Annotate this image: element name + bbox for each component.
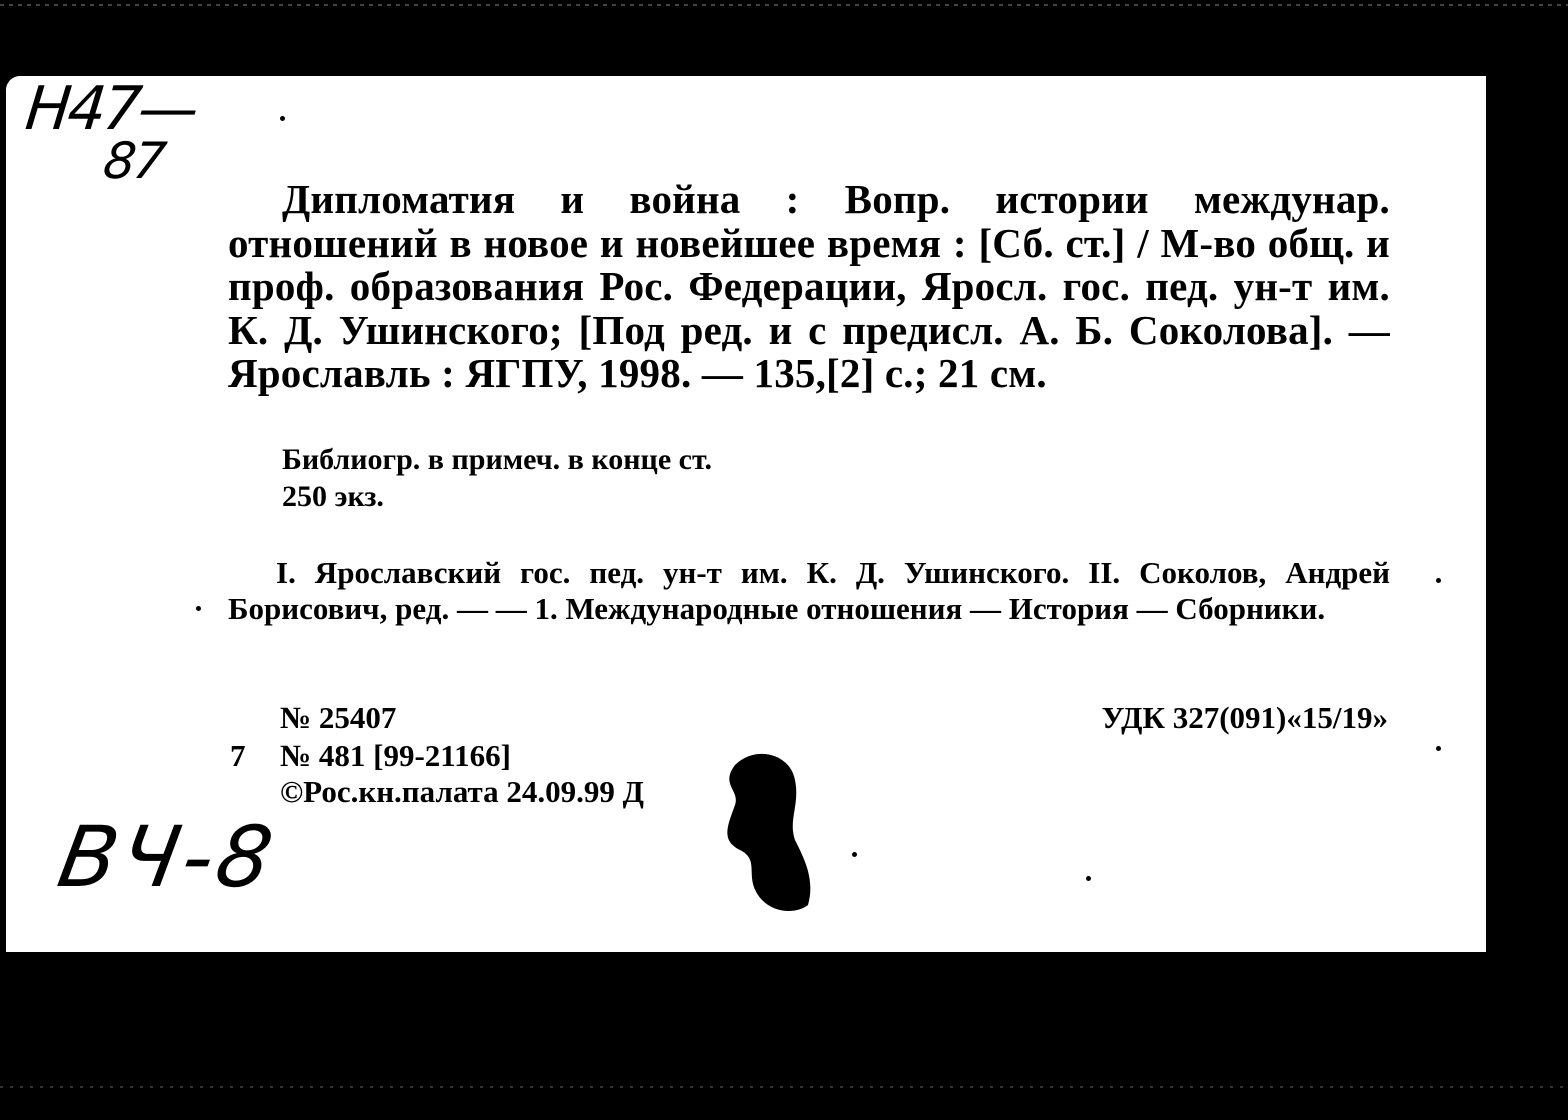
subject-headings: I. Ярославский гос. пед. ун-т им. К. Д. Ушинского. II. Соколов, Андрей Борисович, ред. — — 1. Международные отношения — История — Сборники. [228,555,1390,626]
handwritten-code-bottom: ВЧ-8 [51,808,284,906]
udk-classification: УДК 327(091)«15/19» [1101,700,1388,735]
record-prefix: 7 [230,738,246,773]
bibliographic-description: Дипломатия и война : Вопр. истории междунар. отношений в новое и новейшее время : [Сб. ст.] / М-во общ. и проф. образования Рос. Федерации, Яросл. гос. пед. ун-т им. К. Д. Ушинского; [Под ред. и с предисл. А. Б. Соколова]. — Ярославль : ЯГПУ, 1998. — 135,[2] с.; 21 см. [228,176,1390,396]
scan-border-bottom [0,1086,1568,1088]
copyright-line: ©Рос.кн.палата 24.09.99 Д [280,774,644,809]
scan-speck [852,852,857,857]
record-number: № 25407 [280,700,397,735]
handwritten-shelfmark-number: 87 [99,132,168,190]
scan-speck [1436,578,1441,583]
handwritten-shelfmark-top: Н47— [22,74,200,144]
scan-speck [196,606,201,611]
print-run-note: 250 экз. [282,480,384,513]
scan-speck [1086,876,1091,881]
scan-speck [1436,746,1441,751]
scan-speck [280,116,285,121]
bibliography-note: Библиогр. в примеч. в конце ст. [282,443,712,476]
record-number-secondary: № 481 [99-21166] [280,738,511,773]
scan-border-top [0,4,1568,6]
ink-blot [700,745,820,915]
